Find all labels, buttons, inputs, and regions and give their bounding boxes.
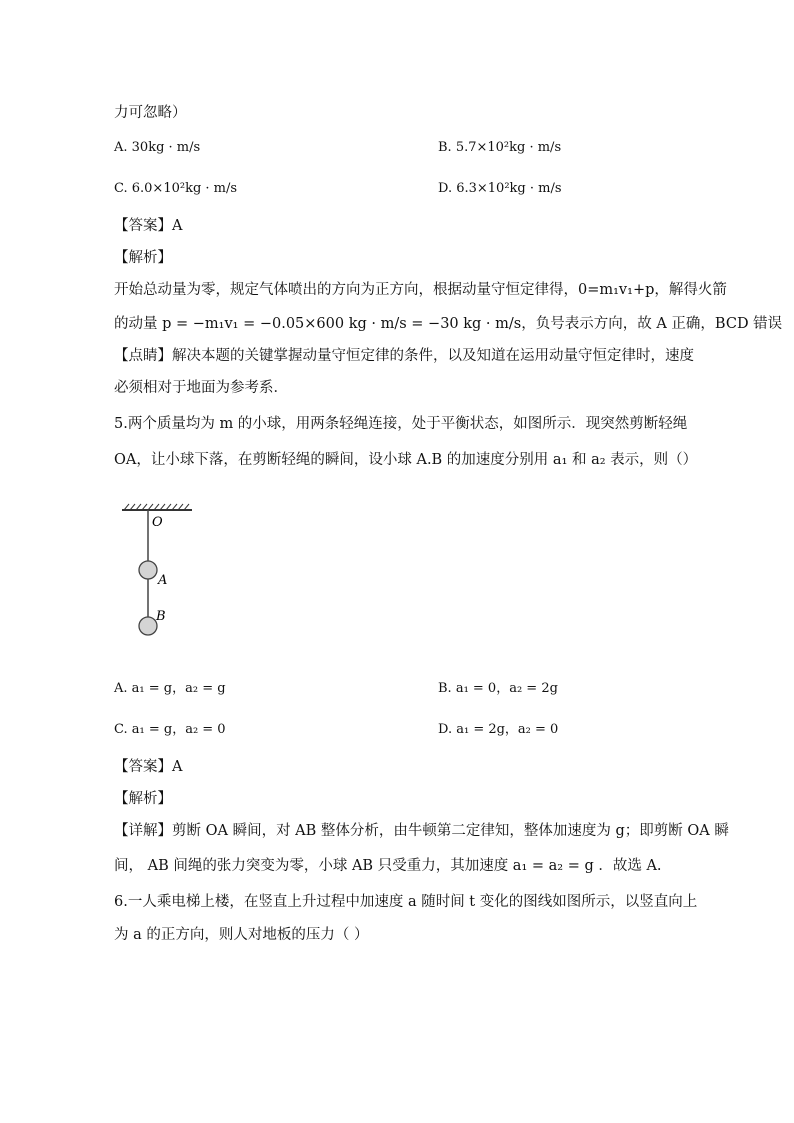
label-b: B (156, 609, 166, 624)
label-o: O (152, 515, 163, 530)
q4-stem-tail: 力可忽略） (114, 105, 187, 121)
q5-stem-line-2: OA，让小球下落，在剪断轻绳的瞬间，设小球 A.B 的加速度分别用 a₁ 和 a₂ 表示，则（） (114, 452, 698, 468)
q5-detail-line-1: 【详解】剪断 OA 瞬间，对 AB 整体分析，由牛顿第二定律知，整体加速度为 g；即剪断 OA 瞬 (114, 823, 729, 839)
q4-option-c[interactable]: C. 6.0×10²kg · m/s (114, 181, 238, 196)
q5-answer: 【答案】A (114, 759, 183, 775)
q5-option-c[interactable]: C. a₁ = g，a₂ = 0 (114, 722, 226, 737)
q4-option-d[interactable]: D. 6.3×10²kg · m/s (438, 181, 562, 196)
q4-analysis-title: 【解析】 (114, 250, 172, 266)
pendulum-diagram (118, 500, 198, 645)
q6-stem-line-2: 为 a 的正方向，则人对地板的压力（ ） (114, 927, 369, 943)
ball-b (139, 617, 157, 635)
q5-stem-line-1: 5.两个质量均为 m 的小球，用两条轻绳连接，处于平衡状态，如图所示．现突然剪断轻绳 (114, 416, 688, 432)
q4-note-line-1: 【点睛】解决本题的关键掌握动量守恒定律的条件，以及知道在运用动量守恒定律时，速度 (114, 348, 694, 364)
q4-analysis-line-1: 开始总动量为零，规定气体喷出的方向为正方向，根据动量守恒定律得，0=m₁v₁+p，解得火箭 (114, 282, 727, 298)
q5-analysis-title: 【解析】 (114, 791, 172, 807)
q5-option-d[interactable]: D. a₁ = 2g，a₂ = 0 (438, 722, 559, 737)
q5-detail-line-2: 间， AB 间绳的张力突变为零，小球 AB 只受重力，其加速度 a₁ = a₂ = g ．故选 A. (114, 858, 662, 874)
label-a: A (158, 573, 168, 588)
q5-option-a[interactable]: A. a₁ = g，a₂ = g (114, 681, 226, 696)
q4-answer: 【答案】A (114, 218, 183, 234)
q4-option-a[interactable]: A. 30kg · m/s (114, 140, 201, 155)
ball-a (139, 561, 157, 579)
q4-note-line-2: 必须相对于地面为参考系． (114, 380, 288, 396)
q4-option-b[interactable]: B. 5.7×10²kg · m/s (438, 140, 562, 155)
q5-option-b[interactable]: B. a₁ = 0，a₂ = 2g (438, 681, 558, 696)
q4-analysis-line-2: 的动量 p = −m₁v₁ = −0.05×600 kg · m/s = −30 kg · m/s，负号表示方向，故 A 正确，BCD 错误 (114, 316, 783, 332)
q6-stem-line-1: 6.一人乘电梯上楼，在竖直上升过程中加速度 a 随时间 t 变化的图线如图所示，以竖直向上 (114, 894, 698, 910)
